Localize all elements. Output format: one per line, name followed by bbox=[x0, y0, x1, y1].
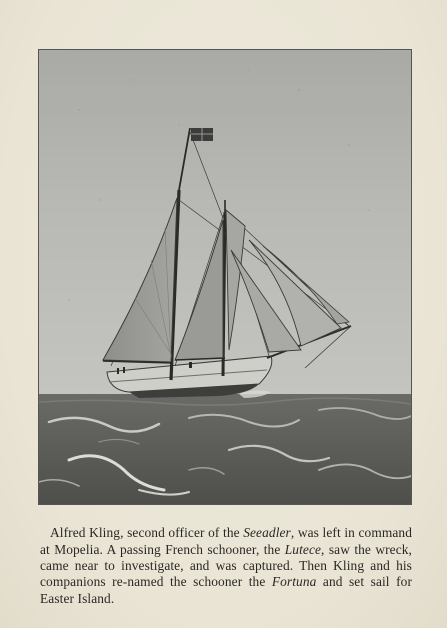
caption-text-3: , saw the wreck, came near to investigate, and was captured. Then Kling and his companions re-named the schooner the bbox=[40, 541, 412, 590]
ship-name-lutece: Lutece bbox=[284, 541, 322, 557]
caption-text-2: , was left in command at Mopelia. A passing French schooner, the bbox=[40, 525, 412, 557]
ship-name-fortuna: Fortuna bbox=[271, 574, 317, 590]
caption-text-1: Alfred Kling, second officer of the bbox=[50, 525, 244, 541]
illustration-plate bbox=[38, 49, 412, 505]
schooner-illustration bbox=[39, 50, 411, 504]
sea bbox=[39, 394, 411, 504]
ship-name-seeadler: Seeadler bbox=[243, 525, 291, 541]
caption bbox=[40, 525, 412, 606]
caption-text-4: and set sail for Easter Island. bbox=[40, 574, 413, 606]
